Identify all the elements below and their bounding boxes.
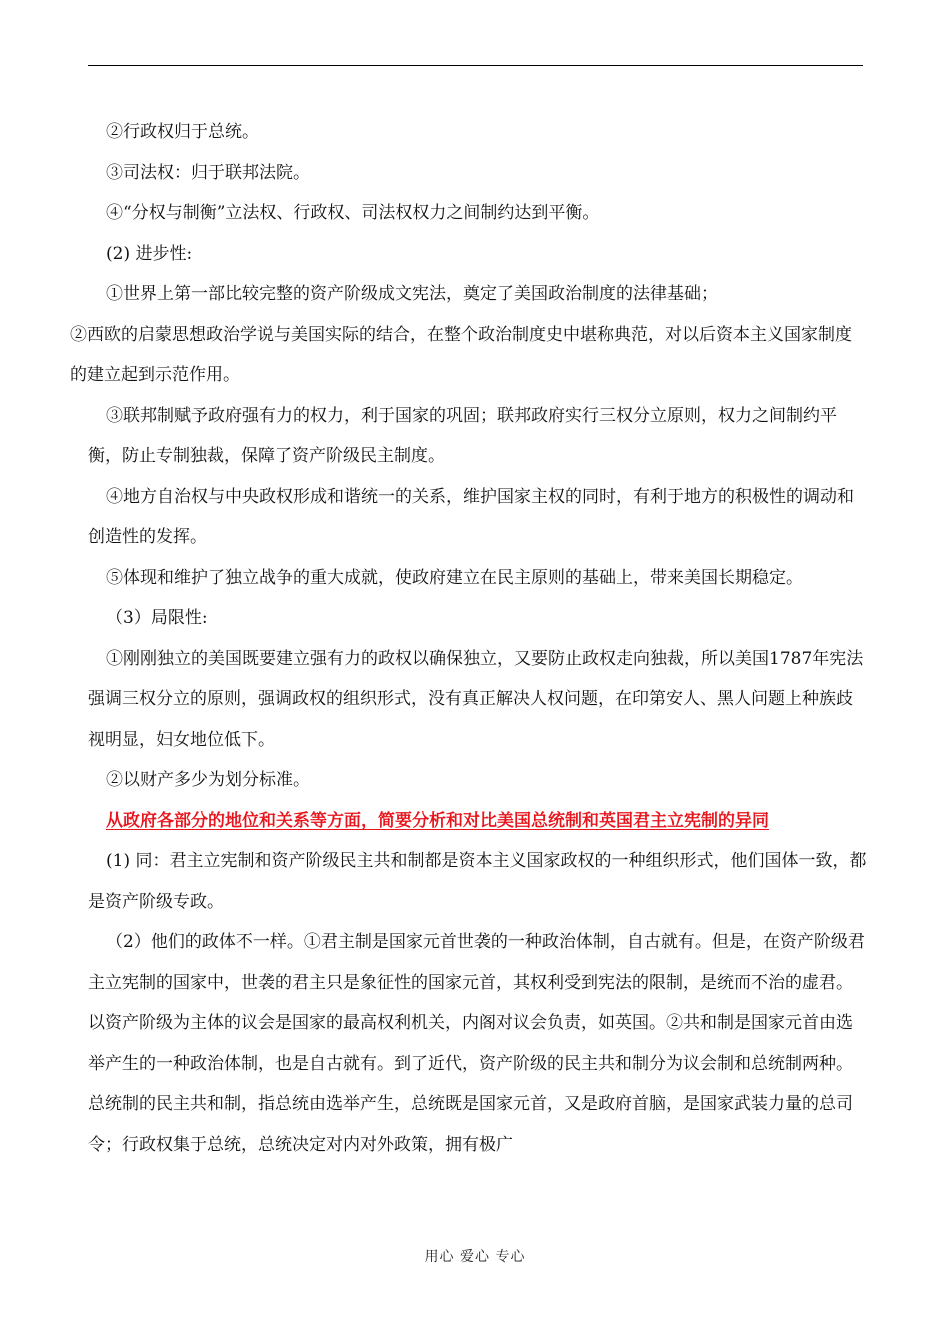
page-footer: 用心 爱心 专心 (424, 1249, 526, 1265)
text-paragraph: ②西欧的启蒙思想政治学说与美国实际的结合，在整个政治制度史中堪称典范，对以后资本主义国家制度的建立起到示范作用。 (70, 324, 852, 385)
text-paragraph: ②行政权归于总统。 (106, 122, 259, 142)
section-heading-limitations: （3）局限性: (106, 608, 208, 628)
text-paragraph: （2）他们的政体不一样。①君主制是国家元首世袭的一种政治体制，自古就有。但是，在资产阶级君主立宪制的国家中，世袭的君主只是象征性的国家元首，其权利受到宪法的限制，是统而不治的虚君。以资产阶级为主体的议会是国家的最高权利机关，内阁对议会负责，如英国。②共和制是国家元首由选举产生的一种政治体制，也是自古就有。到了近代，资产阶级的民主共和制分为议会制和总统制两种。总统制的民主共和制，指总统由选举产生，总统既是国家元首，又是政府首脑，是国家武装力量的总司令；行政权集于总统，总统决定对内对外政策，拥有极广 (88, 932, 865, 1155)
question-heading: 从政府各部分的地位和关系等方面，简要分析和对比美国总统制和英国君主立宪制的异同 (106, 810, 769, 831)
section-heading-progress: (2) 进步性: (106, 243, 193, 264)
header-rule (88, 65, 863, 66)
text-paragraph: ①世界上第一部比较完整的资产阶级成文宪法，奠定了美国政治制度的法律基础； (106, 284, 718, 304)
text-paragraph: ①刚刚独立的美国既要建立强有力的政权以确保独立，又要防止政权走向独裁，所以美国1787年宪法强调三权分立的原则，强调政权的组织形式，没有真正解决人权问题，在印第安人、黑人问题上种族歧视明显，妇女地位低下。 (88, 648, 864, 750)
text-paragraph: ③司法权：归于联邦法院。 (106, 162, 310, 183)
text-paragraph: (1) 同：君主立宪制和资产阶级民主共和制都是资本主义国家政权的一种组织形式，他们国体一致，都是资产阶级专政。 (88, 851, 867, 912)
text-paragraph: ④“分权与制衡”立法权、行政权、司法权权力之间制约达到平衡。 (106, 203, 600, 223)
text-paragraph: ④地方自治权与中央政权形成和谐统一的关系，维护国家主权的同时，有利于地方的积极性的调动和创造性的发挥。 (88, 486, 854, 547)
text-paragraph: ⑤体现和维护了独立战争的重大成就，使政府建立在民主原则的基础上，带来美国长期稳定。 (106, 567, 803, 588)
text-paragraph: ③联邦制赋予政府强有力的权力，利于国家的巩固；联邦政府实行三权分立原则，权力之间制约平衡，防止专制独裁，保障了资产阶级民主制度。 (88, 405, 837, 466)
page-body (70, 112, 868, 1165)
text-paragraph: ②以财产多少为划分标准。 (106, 770, 310, 790)
